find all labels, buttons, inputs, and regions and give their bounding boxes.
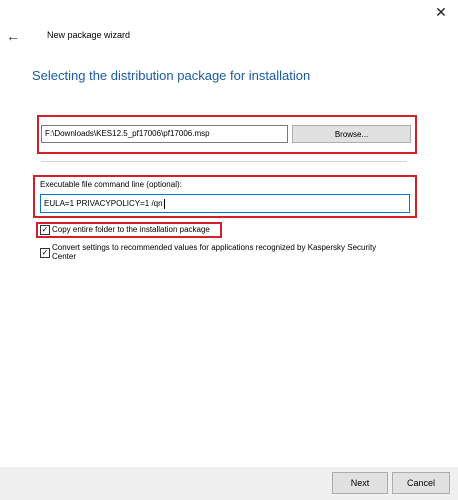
copy-folder-label[interactable]: Copy entire folder to the installation package (52, 225, 210, 234)
command-line-value: EULA=1 PRIVACYPOLICY=1 /qn (44, 199, 163, 208)
wizard-title: New package wizard (47, 30, 131, 40)
cancel-button[interactable]: Cancel (392, 472, 450, 494)
back-arrow-icon[interactable]: ← (6, 28, 20, 44)
page-heading: Selecting the distribution package for installation (32, 68, 311, 83)
next-button[interactable]: Next (332, 472, 388, 494)
convert-settings-checkbox[interactable]: ✓ (41, 248, 49, 257)
close-icon[interactable]: ✕ (435, 3, 447, 20)
text-caret (164, 199, 165, 209)
divider (41, 161, 407, 162)
command-line-input[interactable] (40, 194, 410, 213)
command-line-label: Executable file command line (optional): (40, 180, 182, 189)
copy-folder-checkbox[interactable]: ✓ (41, 225, 49, 234)
footer-bar (0, 467, 458, 500)
browse-button[interactable]: Browse... (292, 125, 411, 143)
convert-settings-label[interactable]: Convert settings to recommended values for applications recognized by Kaspersky Security Center (52, 243, 377, 261)
package-path-input[interactable]: F:\Downloads\KES12.5_pf17006\pf17006.msp (41, 125, 288, 143)
